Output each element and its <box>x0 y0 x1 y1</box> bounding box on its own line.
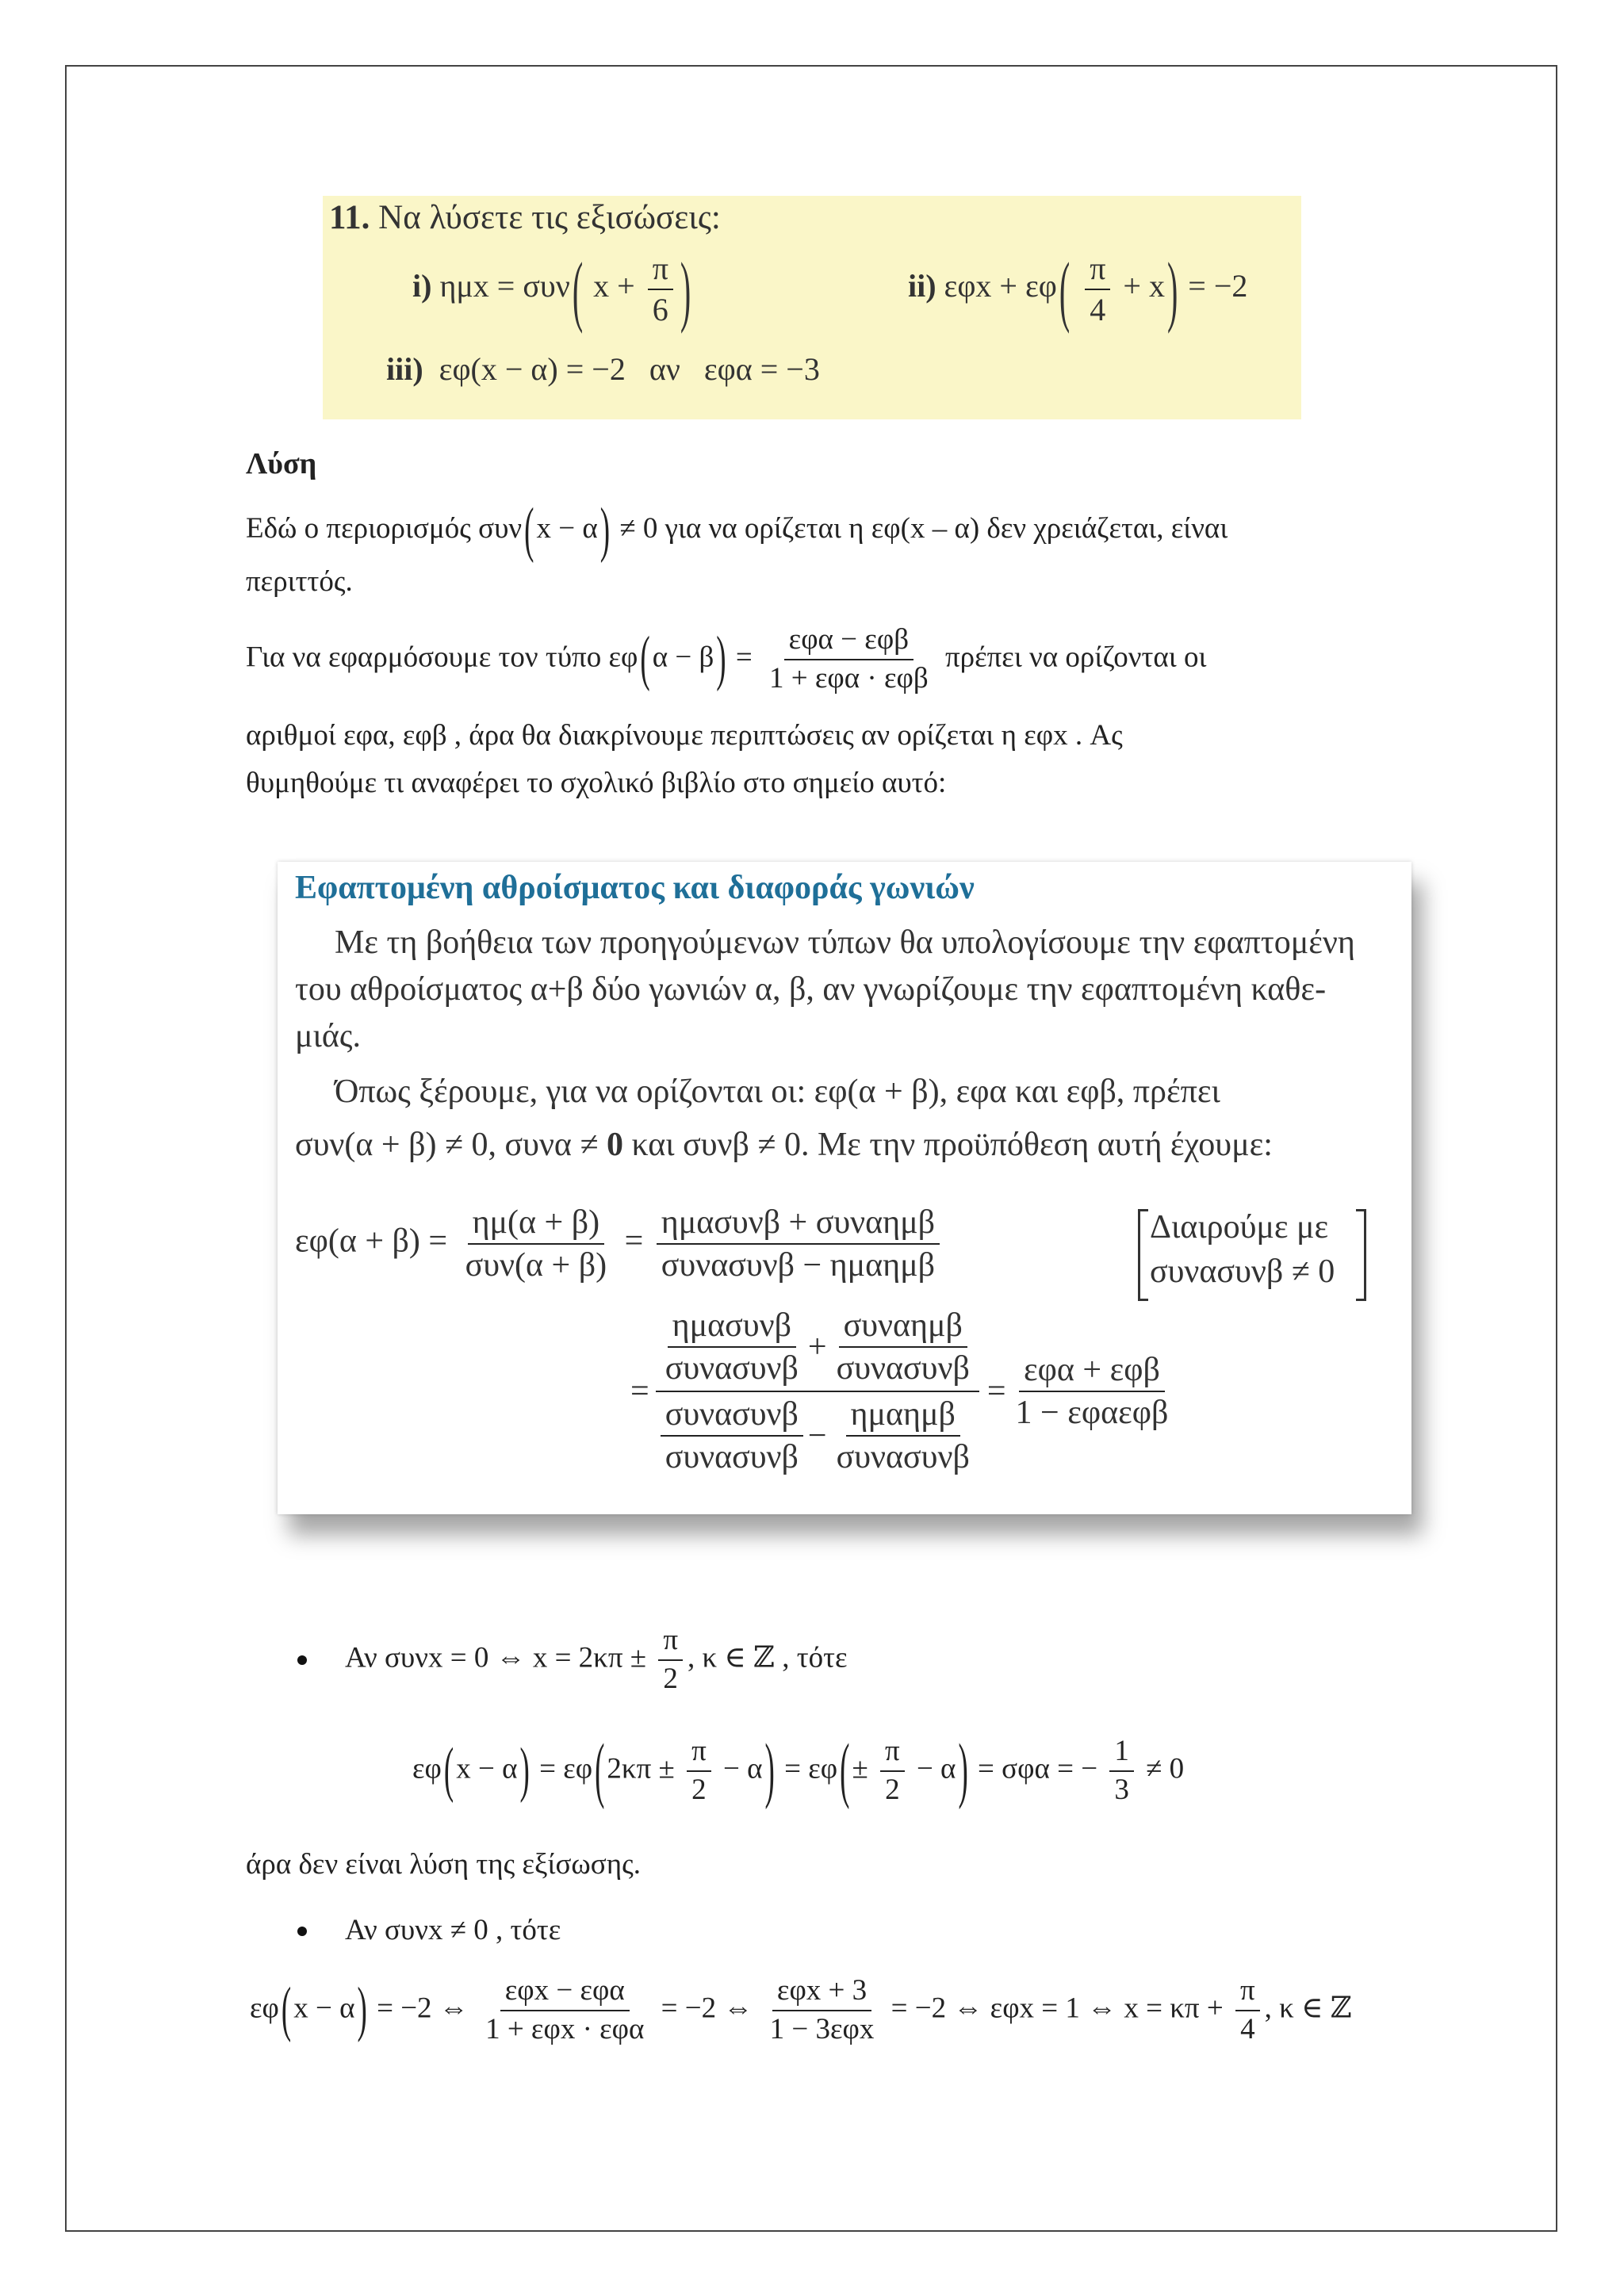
p2-text-b: πρέπει να ορίζονται οι <box>944 641 1207 674</box>
part-i-six: 6 <box>652 292 668 327</box>
f2-g: συνασυνβ <box>665 1439 799 1476</box>
f2-num: εφα + εφβ <box>1019 1353 1165 1392</box>
f1-num-1: ημ(α + β) <box>468 1205 605 1245</box>
c2-four: 4 <box>1240 2012 1255 2045</box>
c2-eq-arg: x − α <box>293 1992 355 2025</box>
case-1-equation: εφ(x − α) = εφ(2κπ ± $\frac{\pi}{2}$ − α) = εφ(± $\frac{\pi}{2}$ − α) = σφα = − $\frac{1}{3}$ ≠ 0 <box>412 1730 1185 1812</box>
part-iii-cond: αν <box>649 351 680 387</box>
p1-text-a: Εδώ ο περιορισμός <box>246 512 471 545</box>
textbook-line-2: του αθροίσματος α+β δύο γωνιών α, β, αν γνωρίζουμε την εφαπτομένη καθε- <box>295 971 1327 1008</box>
p2-arg: α − β <box>652 641 714 674</box>
f2-c: συνασυνβ <box>665 1350 799 1387</box>
part-i-pi: π <box>648 252 673 290</box>
bullet-2 <box>297 1927 307 1936</box>
c1-three: 3 <box>1114 1773 1129 1806</box>
f2-eq2: = <box>986 1373 1006 1410</box>
bracket-note-2: συνασυνβ ≠ 0 <box>1150 1253 1335 1290</box>
c2-pi: π <box>1235 1976 1260 2011</box>
case-1-text-a: Αν συνx = 0 ⇔ x = 2κπ ± <box>345 1641 647 1674</box>
part-iii-eq: εφ(x − α) = −2 <box>439 351 626 387</box>
case-1-conclusion: άρα δεν είναι λύση της εξίσωσης. <box>246 1848 641 1881</box>
c1-eq-i: ≠ 0 <box>1146 1752 1185 1785</box>
c1-pi-1: π <box>687 1736 711 1772</box>
p2-den: 1 + εφα · εφβ <box>769 661 929 695</box>
part-ii-label: ii) <box>908 268 936 304</box>
case-1-statement <box>345 1625 848 1695</box>
c1-eq-arg: x − α <box>456 1752 518 1785</box>
solution-paragraph-1: Εδώ ο περιορισμός συν(x − α) ≠ 0 για να ορίζεται η εφ(x – α) δεν χρειάζεται, είναι <box>246 496 1228 565</box>
textbook-line-5-a: συν(α + β) ≠ 0, συνα ≠ <box>295 1127 607 1163</box>
part-ii-rhs: = −2 <box>1188 268 1248 304</box>
part-iii-label: iii) <box>386 351 423 387</box>
f2-d: συνασυνβ <box>836 1350 970 1387</box>
part-iii-cond2: εφα = −3 <box>703 351 820 387</box>
textbook-line-5-zero: 0 <box>607 1127 623 1163</box>
c1-eq-h: = σφα = − <box>978 1752 1098 1785</box>
exercise-heading: Να λύσετε τις εξισώσεις: <box>378 199 721 236</box>
exercise-number: 11. <box>329 199 370 236</box>
part-ii-lhs: εφx + εφ <box>944 268 1057 304</box>
solution-paragraph-2: Για να εφαρμόσουμε τον τύπο εφ(α − β) = $\frac{\text{εφα − εφβ}}{\text{1 + εφα · εφβ}}$ πρέπει να ορίζονται οι <box>246 623 1207 695</box>
exercise-title <box>329 198 721 237</box>
case-1-text-b: , κ ∈ ℤ , τότε <box>688 1641 848 1674</box>
case-1-two: 2 <box>663 1662 678 1695</box>
bracket-left <box>1138 1209 1148 1301</box>
f2-b: συναημβ <box>839 1308 967 1348</box>
case-1-pi: π <box>658 1625 683 1661</box>
f2-a: ημασυνβ <box>668 1308 796 1348</box>
textbook-line-1: Με τη βοήθεια των προηγούμενων τύπων θα υπολογίσουμε την εφαπτομένη <box>335 924 1355 961</box>
textbook-formula-1 <box>295 1205 944 1283</box>
p1-ne: ≠ 0 <box>619 512 658 545</box>
compound-fraction <box>656 1308 979 1475</box>
textbook-formula-2 <box>630 1308 1178 1475</box>
part-ii-pi: π <box>1085 252 1110 290</box>
textbook-line-5 <box>295 1126 1273 1164</box>
p1-text-b: για να ορίζεται η εφ(x – α) δεν χρειάζεται, είναι <box>665 512 1228 545</box>
f2-minus: − <box>807 1418 827 1455</box>
c1-eq-c: 2κπ ± <box>607 1752 675 1785</box>
f2-h: συνασυνβ <box>836 1439 970 1476</box>
c1-eq-e: = εφ <box>784 1752 838 1785</box>
c1-eq-b: = εφ <box>539 1752 593 1785</box>
textbook-line-4: Όπως ξέρουμε, για να ορίζονται οι: εφ(α + β), εφα και εφβ, πρέπει <box>335 1073 1220 1110</box>
case-2-statement: Αν συνx ≠ 0 , τότε <box>345 1914 561 1946</box>
c2-eq-d: = −2 ⇔ εφx = 1 ⇔ x = κπ + <box>891 1992 1224 2025</box>
f2-plus: + <box>807 1329 827 1366</box>
c2-eq-e: , κ ∈ ℤ <box>1264 1992 1352 2025</box>
p1-math: συν <box>478 512 523 545</box>
c2-eq-a: εφ <box>250 1992 279 2025</box>
c2-num-1: εφx − εφα <box>500 1976 630 2011</box>
f2-f: ημαημβ <box>846 1397 960 1437</box>
p2-eq: = <box>735 641 753 674</box>
c2-eq-b: = −2 ⇔ <box>377 1992 469 2025</box>
c1-two-1: 2 <box>691 1773 707 1806</box>
f2-e: συνασυνβ <box>661 1397 803 1437</box>
textbook-line-5-b: και συνβ ≠ 0. Με την προϋπόθεση αυτή έχουμε: <box>623 1127 1273 1163</box>
p2-lhs: εφ <box>608 641 638 674</box>
c1-two-2: 2 <box>885 1773 900 1806</box>
p2-num: εφα − εφβ <box>784 625 914 660</box>
exercise-part-i: i) ημx = συν( x + $\frac{\pi}{6}$ ) <box>412 244 691 335</box>
f1-num-2: ημασυνβ + συναημβ <box>657 1205 940 1245</box>
c2-den-2: 1 − 3εφx <box>769 2012 875 2045</box>
f2-eq: = <box>630 1373 649 1410</box>
f1-den-1: συν(α + β) <box>465 1247 607 1284</box>
f1-lhs: εφ(α + β) = <box>295 1223 448 1260</box>
solution-paragraph-1-cont: περιττός. <box>246 565 353 598</box>
f2-den: 1 − εφαεφβ <box>1015 1395 1169 1432</box>
f1-eq: = <box>624 1223 644 1260</box>
c1-one: 1 <box>1109 1736 1134 1772</box>
c2-eq-c: = −2 ⇔ <box>661 1992 753 2025</box>
bracket-note-1: Διαιρούμε με <box>1150 1209 1329 1246</box>
exercise-part-ii: ii) εφx + εφ( $\frac{\pi}{4}$ + x) = −2 <box>908 244 1248 335</box>
c1-eq-g: − α <box>916 1752 956 1785</box>
part-i-arg: x + <box>593 268 635 304</box>
bracket-right <box>1356 1209 1366 1301</box>
c1-eq-d: − α <box>723 1752 763 1785</box>
p1-arg: x − α <box>536 512 598 545</box>
solution-paragraph-3: αριθμοί εφα, εφβ , άρα θα διακρίνουμε περιπτώσεις αν ορίζεται η εφx . Ας <box>246 719 1123 752</box>
part-i-lhs: ημx = συν <box>439 268 570 304</box>
solution-paragraph-4: θυμηθούμε τι αναφέρει το σχολικό βιβλίο στο σημείο αυτό: <box>246 767 947 799</box>
exercise-part-iii <box>386 350 820 388</box>
part-ii-four: 4 <box>1090 292 1106 327</box>
p2-text-a: Για να εφαρμόσουμε τον τύπο <box>246 641 602 674</box>
c2-num-2: εφx + 3 <box>772 1976 871 2011</box>
c1-pi-2: π <box>880 1736 905 1772</box>
c1-eq-a: εφ <box>412 1752 442 1785</box>
textbook-line-3: μιάς. <box>295 1018 361 1054</box>
solution-heading: Λύση <box>246 447 317 480</box>
c2-den-1: 1 + εφx · εφα <box>485 2012 645 2045</box>
textbook-title: Εφαπτομένη αθροίσματος και διαφοράς γωνιών <box>295 870 975 906</box>
c1-eq-f: ± <box>852 1752 868 1785</box>
part-i-label: i) <box>412 268 432 304</box>
case-2-equation: εφ(x − α) = −2 ⇔ $\frac{\text{εφx − εφα}}{\text{1 + εφx · εφα}}$ = −2 ⇔ $\frac{\text{εφx + 3}}{\text{1 − 3εφx}}$ = −2 ⇔ εφx = 1 ⇔ x = κπ + $\frac{\pi}{4}$ , κ ∈ ℤ <box>250 1974 1352 2045</box>
bullet-1 <box>297 1655 307 1665</box>
f1-den-2: συνασυνβ − ημαημβ <box>661 1247 936 1284</box>
part-ii-arg-end: + x <box>1123 268 1165 304</box>
